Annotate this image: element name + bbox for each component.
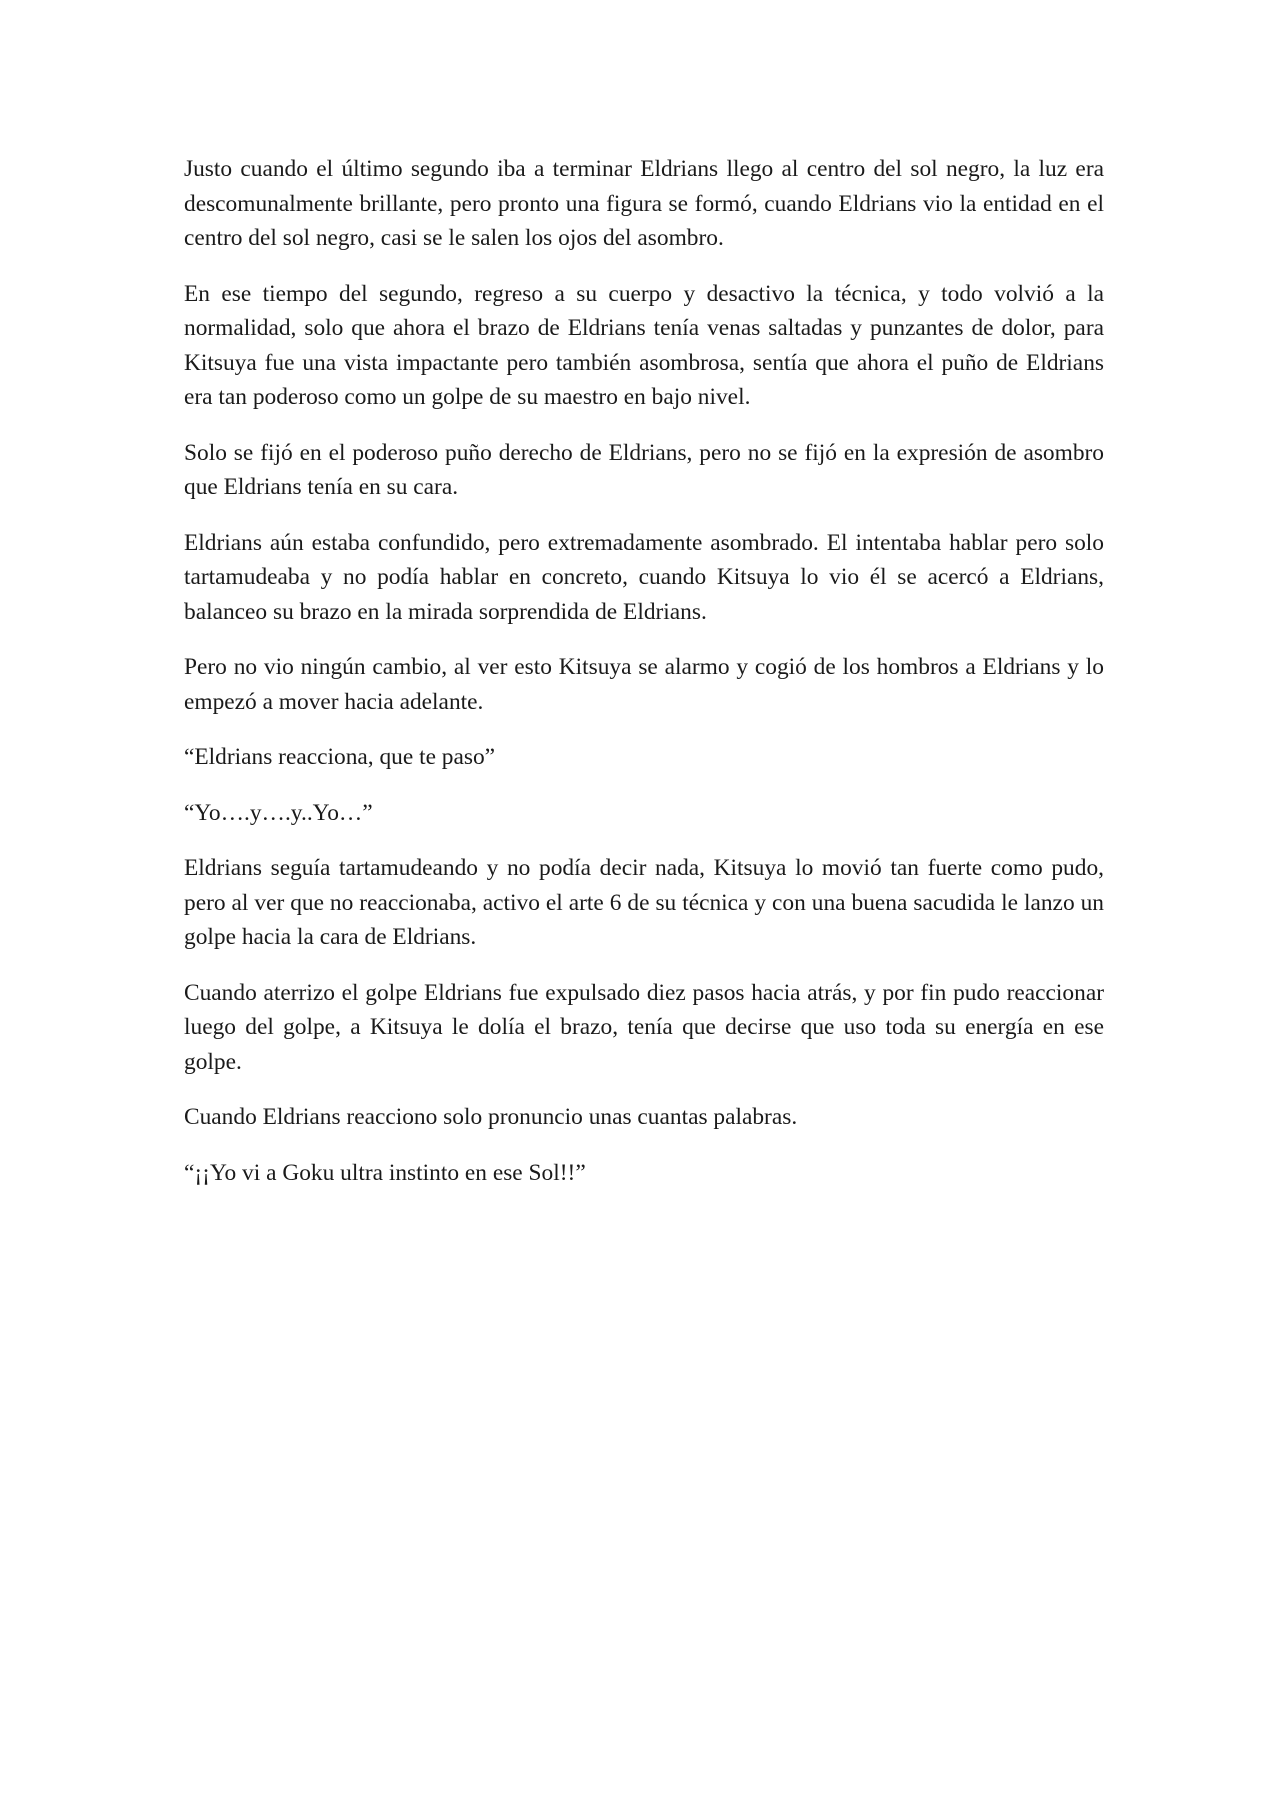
body-text: [184, 152, 1104, 1211]
paragraph: Cuando aterrizo el golpe Eldrians fue expulsado diez pasos hacia atrás, y por fin pudo reaccionar luego del golpe, a Kitsuya le dolía el brazo, tenía que decirse que uso toda su energía en ese golpe.: [184, 979, 1104, 1075]
dialogue-line: “Eldrians reacciona, que te paso”: [184, 744, 496, 770]
paragraph: Eldrians seguía tartamudeando y no podía decir nada, Kitsuya lo movió tan fuerte como pudo, pero al ver que no reaccionaba, activo el arte 6 de su técnica y con una buena sacudida le lanzo un golpe hacia la cara de Eldrians.: [184, 855, 1104, 950]
paragraph: Eldrians aún estaba confundido, pero extremadamente asombrado. El intentaba hablar pero solo tartamudeaba y no podía hablar en concreto, cuando Kitsuya lo vio él se acercó a Eldrians, balanceo su brazo en la mirada sorprendida de Eldrians.: [184, 529, 1104, 625]
paragraph: En ese tiempo del segundo, regreso a su cuerpo y desactivo la técnica, y todo volvió a la normalidad, solo que ahora el brazo de Eldrians tenía venas saltadas y punzantes de dolor, para Kitsuya fue una vista impactante pero también asombrosa, sentía que ahora el puño de Eldrians era tan poderoso como un golpe de su maestro en bajo nivel.: [184, 280, 1104, 410]
dialogue-line: “¡¡Yo vi a Goku ultra instinto en ese Sol!!”: [184, 1159, 586, 1186]
paragraph: Solo se fijó en el poderoso puño derecho de Eldrians, pero no se fijó en la expresión de asombro que Eldrians tenía en su cara.: [184, 439, 1104, 500]
paragraph: Pero no vio ningún cambio, al ver esto Kitsuya se alarmo y cogió de los hombros a Eldrians y lo empezó a mover hacia adelante.: [184, 654, 1104, 715]
paragraph: Cuando Eldrians reacciono solo pronuncio unas cuantas palabras.: [184, 1104, 798, 1130]
dialogue-line: “Yo….y….y..Yo…”: [184, 799, 373, 826]
paragraph: Justo cuando el último segundo iba a terminar Eldrians llego al centro del sol negro, la luz era descomunalmente brillante, pero pronto una figura se formó, cuando Eldrians vio la entidad en el centro del sol negro, casi se le salen los ojos del asombro.: [184, 156, 1104, 251]
